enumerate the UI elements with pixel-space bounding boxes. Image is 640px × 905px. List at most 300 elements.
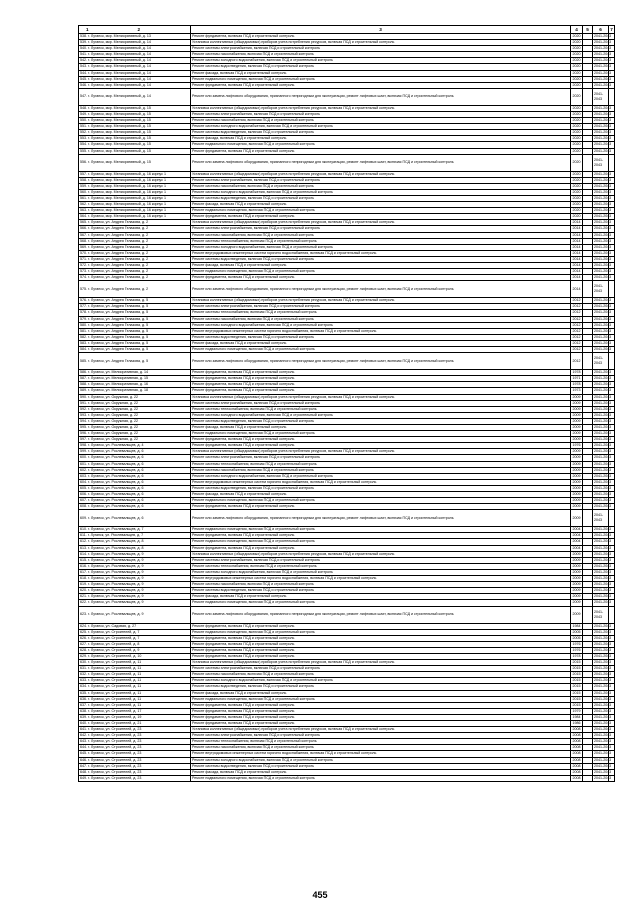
row-number: 619. [80, 582, 87, 587]
address-text: г. Луганск, ул. Строителей, д. 23 [88, 757, 142, 762]
row-number: 566. [80, 226, 87, 231]
address-text: г. Луганск, ул. Андрея Гелазова, д. 5 [88, 358, 149, 363]
address-text: г. Луганск, ул. Андрея Гелазова, д. 5 [88, 316, 149, 321]
address-text: г. Луганск, мкр. Мелиоративный, д. 14 [88, 58, 151, 63]
row-number: 586. [80, 370, 87, 375]
year-cell: 2015 [572, 666, 581, 671]
year-cell: 2009 [571, 606, 583, 623]
period-cell: 2041-2043 [594, 322, 612, 327]
row-number: 564. [80, 214, 87, 219]
work-cell: Установка коллективных (общедомовых) приборов учета потребления ресурсов, включая ПСД и строительный контроль [191, 220, 571, 226]
address-text: г. Луганск, ул. Рослевальцев, д. 6 [88, 504, 144, 509]
address-text: г. Луганск, ул. Рослевальцев, д. 4 [88, 443, 144, 448]
address-text: г. Луганск, ул. Рослевальцев, д. 6 [88, 498, 144, 503]
year-cell: 2020 [572, 58, 581, 63]
work-cell: Ремонт системы газоснабжения, включая ПСД и строительный контроль [191, 52, 571, 58]
row-number: 572. [80, 263, 87, 267]
year-cell: 2020 [572, 82, 581, 87]
work-cell: Установка коллективных (общедомовых) приборов учета потребления ресурсов, включая ПСД и строительный контроль [191, 551, 571, 557]
year-cell: 1976 [572, 641, 581, 646]
period-cell: 2041-2043 [594, 208, 612, 213]
address-text: г. Луганск, ул. Окружная, д. 22 [88, 424, 139, 429]
year-cell: 1978 [572, 382, 581, 387]
year-cell: 2009 [572, 461, 581, 466]
address-text: г. Луганск, ул. Строителей, д. 23 [88, 769, 142, 774]
period-cell: 2041-2043 [594, 189, 612, 194]
work-cell: Ремонт системы электроснабжения, включая ПСД и строительный контроль [191, 400, 571, 406]
row-number: 635. [80, 690, 87, 695]
row-number: 630. [80, 660, 87, 665]
period-cell: 2041-2043 [594, 142, 612, 147]
work-cell: Ремонт или замена лифтового оборудования, признанного непригодным для эксплуатации, ремонт лифтовых шахт, включая ПСД и строительный контроль [191, 510, 571, 527]
work-cell: Установка коллективных (общедомовых) приборов учета потребления ресурсов, включая ПСД и строительный контроль [191, 727, 571, 733]
table-row [79, 510, 615, 527]
row-number: 631. [80, 666, 87, 671]
period-cell: 2041-2043 [594, 148, 612, 153]
address-text: г. Луганск, ул. Андрея Гелазова, д. 2 [88, 250, 149, 255]
year-cell: 2020 [572, 124, 581, 129]
year-cell: 2008 [572, 751, 581, 756]
row-number: 637. [80, 702, 87, 707]
period-cell: 2041-2043 [594, 594, 612, 599]
period-cell: 2041-2043 [594, 70, 612, 75]
period-cell: 2041-2043 [594, 431, 612, 436]
period-cell: 2041-2043 [594, 105, 612, 110]
row-number: 585. [80, 358, 87, 363]
year-cell: 2014 [572, 263, 581, 267]
year-cell: 2012 [571, 353, 583, 370]
work-cell: Ремонт или замена лифтового оборудования, признанного непригодным для эксплуатации, ремонт лифтовых шахт, включая ПСД и строительный контроль [191, 281, 571, 298]
work-cell: Ремонт фундамента, включая ПСД и строительный контроль [191, 504, 571, 510]
work-cell: Ремонт системы водоотведения, включая ПСД и строительный контроль [191, 763, 571, 769]
year-cell: 2009 [572, 594, 581, 599]
address-text: г. Луганск, ул. Рослевальцев, д. 9 [88, 551, 144, 556]
year-cell: 2014 [572, 220, 581, 225]
row-number: 576. [80, 298, 87, 303]
row-number: 605. [80, 485, 87, 490]
year-cell: 2020 [571, 88, 583, 105]
year-cell: 2020 [572, 64, 581, 69]
work-cell: Ремонт системы водоотведения, включая ПСД и строительный контроль [191, 256, 571, 262]
address-text: г. Луганск, ул. Андрея Гелазова, д. 5 [88, 298, 149, 303]
work-cell: Ремонт системы водоотведения, включая ПСД и строительный контроль [191, 64, 571, 70]
address-text: г. Луганск, мкр. Мелиоративный, д. 16 корпус 1 [88, 202, 166, 207]
work-cell: Ремонт фасада, включая ПСД и строительный контроль [191, 340, 571, 346]
year-cell: 2015 [572, 678, 581, 683]
year-cell: 2009 [572, 498, 581, 503]
work-cell: Ремонт системы водоотведения, включая ПСД и строительный контроль [191, 334, 571, 340]
period-cell: 2041-2043 [594, 214, 612, 219]
period-cell: 2041-2043 [594, 298, 612, 303]
year-cell: 2012 [572, 328, 581, 333]
year-cell: 2020 [572, 40, 581, 45]
row-number: 582. [80, 334, 87, 339]
period-cell: 2041-2043 [594, 635, 612, 640]
row-number: 617. [80, 569, 87, 574]
work-cell: Ремонт фасада, включая ПСД и строительный контроль [191, 70, 571, 76]
row-number: 569. [80, 244, 87, 249]
row-number: 575. [80, 286, 87, 291]
year-cell: 2009 [572, 473, 581, 478]
period-cell: 2041-2043 [594, 400, 612, 405]
row-number: 589. [80, 388, 87, 393]
work-cell: Ремонт системы теплоснабжения, включая ПСД и строительный контроль [191, 739, 571, 745]
period-cell: 2041-2043 [594, 678, 612, 683]
address-text: г. Луганск, ул. Рослевальцев, д. 8 [88, 545, 144, 550]
year-cell: 2008 [572, 727, 581, 732]
work-cell: Ремонт подвального помещения, включая ПСД и строительный контроль [191, 498, 571, 504]
period-cell: 2041-2043 [594, 328, 612, 333]
work-cell: Ремонт внутридомовых инженерных систем горячего водоснабжения, включая ПСД и строительный контроль [191, 250, 571, 256]
address-text: г. Луганск, мкр. Мелиоративный, д. 16 корпус 1 [88, 177, 166, 182]
year-cell: 2009 [572, 400, 581, 405]
row-number: 556. [80, 160, 87, 165]
row-number: 549. [80, 111, 87, 116]
address-text: г. Луганск, ул. Строителей, д. 23 [88, 739, 142, 744]
row-number: 609. [80, 515, 87, 520]
period-cell: 2041-2043 [594, 394, 612, 399]
year-cell: 1978 [572, 653, 581, 658]
row-number: 636. [80, 696, 87, 701]
work-cell: Ремонт системы водоотведения, включая ПСД и строительный контроль [191, 684, 571, 690]
address-text: г. Луганск, ул. Строителей, д. 17 [88, 708, 142, 713]
year-cell: 2012 [572, 298, 581, 303]
work-cell: Ремонт фундамента, включая ПСД и строительный контроль [191, 623, 571, 629]
work-cell: Ремонт системы теплоснабжения, включая ПСД и строительный контроль [191, 238, 571, 244]
address-text: г. Луганск, ул. Андрея Гелазова, д. 5 [88, 328, 149, 333]
header-cell: 4 [571, 26, 583, 34]
year-cell: 2008 [572, 745, 581, 750]
table-row [79, 775, 615, 781]
work-cell: Ремонт внутридомовых инженерных систем горячего водоснабжения, включая ПСД и строительный контроль [191, 751, 571, 757]
address-text: г. Луганск, ул. Строителей, д. 23 [88, 727, 142, 732]
row-number: 550. [80, 118, 87, 123]
row-number: 545. [80, 76, 87, 81]
year-cell: 2014 [572, 226, 581, 231]
row-number: 611. [80, 533, 87, 538]
address-text: г. Луганск, ул. Рослевальцев, д. 9 [88, 600, 144, 605]
period-cell: 2041-2043 [593, 88, 609, 105]
work-cell: Установка коллективных (общедомовых) приборов учета потребления ресурсов, включая ПСД и строительный контроль [191, 298, 571, 304]
year-cell: 2015 [572, 684, 581, 689]
row-number: 580. [80, 322, 87, 327]
row-number: 608. [80, 504, 87, 509]
year-cell: 2009 [572, 485, 581, 490]
period-cell: 2041-2043 [594, 745, 612, 750]
address-text: г. Луганск, ул. Андрея Гелазова, д. 2 [88, 226, 149, 231]
year-cell: 2020 [572, 111, 581, 116]
row-number: 604. [80, 479, 87, 484]
row-number: 647. [80, 763, 87, 768]
period-cell: 2041-2043 [594, 388, 612, 393]
row-number: 571. [80, 256, 87, 261]
row-number: 602. [80, 467, 87, 472]
period-cell: 2041-2043 [594, 424, 612, 429]
row-number: 649. [80, 775, 87, 780]
address-text: г. Луганск, ул. Рослевальцев, д. 9 [88, 594, 144, 599]
address-cell [79, 775, 191, 781]
period-cell: 2041-2043 [593, 154, 609, 171]
year-cell: 1979 [572, 708, 581, 713]
period-cell: 2041-2043 [594, 545, 612, 550]
work-cell: Установка коллективных (общедомовых) приборов учета потребления ресурсов, включая ПСД и строительный контроль [191, 105, 571, 111]
address-text: г. Луганск, мкр. Мелиоративный, д. 14 [88, 82, 151, 87]
address-text: г. Луганск, мкр. Мелиоративный, д. 15 [88, 148, 151, 153]
address-text: г. Луганск, ул. Андрея Гелазова, д. 5 [88, 340, 149, 345]
period-cell: 2041-2043 [594, 449, 612, 454]
period-cell: 2041-2043 [594, 666, 612, 671]
year-cell: 2012 [572, 310, 581, 315]
row-number: 638. [80, 708, 87, 713]
empty-cell [609, 154, 615, 171]
period-cell: 2041-2043 [594, 653, 612, 658]
work-cell: Ремонт системы электроснабжения, включая ПСД и строительный контроль [191, 111, 571, 117]
work-cell: Ремонт фундамента, включая ПСД и строительный контроль [191, 376, 571, 382]
work-cell: Ремонт фундамента, включая ПСД и строительный контроль [191, 382, 571, 388]
row-number: 588. [80, 382, 87, 387]
address-cell [79, 154, 191, 171]
period-cell: 2041-2043 [594, 708, 612, 713]
year-cell: 2020 [572, 202, 581, 207]
period-cell: 2041-2043 [594, 40, 612, 45]
empty-cell [583, 606, 593, 623]
row-number: 623. [80, 612, 87, 616]
year-cell: 2008 [572, 769, 581, 774]
year-cell: 2009 [572, 412, 581, 417]
row-number: 633. [80, 678, 87, 683]
row-number: 613. [80, 545, 87, 550]
address-text: г. Луганск, ул. Рослевальцев, д. 9 [88, 557, 144, 562]
address-text: г. Луганск, ул. Рослевальцев, д. 6 [88, 492, 144, 496]
year-cell: 2005 [572, 635, 581, 640]
table-row [79, 281, 615, 298]
work-cell: Ремонт системы холодного водоснабжения, включая ПСД и строительный контроль [191, 678, 571, 684]
address-text: г. Луганск, мкр. Мелиоративный, д. 16 корпус 1 [88, 208, 166, 213]
address-text: г. Луганск, ул. Строителей, д. 11 [88, 690, 142, 695]
row-number: 620. [80, 588, 87, 593]
work-cell: Ремонт системы электроснабжения, включая ПСД и строительный контроль [191, 304, 571, 310]
year-cell: 2020 [572, 70, 581, 75]
year-cell: 2014 [572, 275, 581, 280]
period-cell: 2041-2043 [594, 672, 612, 677]
year-cell: 2020 [572, 189, 581, 194]
header-cell: 3 [191, 26, 571, 34]
address-text: г. Луганск, ул. Строителей, д. 7 [88, 629, 140, 634]
row-number: 639. [80, 714, 87, 719]
year-cell: 2009 [572, 406, 581, 411]
year-cell: 2020 [572, 52, 581, 57]
address-text: г. Луганск, ул. Садовая, д. 27 [88, 623, 137, 628]
year-cell: 2014 [572, 244, 581, 249]
header-label-2: 2 [137, 26, 141, 32]
address-text: г. Луганск, ул. Андрея Гелазова, д. 2 [88, 232, 149, 237]
address-text: г. Луганск, мкр. Мелиоративный, д. 15 [88, 160, 151, 165]
page-number: 455 [312, 890, 328, 900]
address-text: г. Луганск, ул. Строителей, д. 11 [88, 702, 142, 707]
year-cell: 2009 [572, 551, 581, 556]
row-number: 599. [80, 449, 87, 454]
period-cell: 2041-2043 [594, 684, 612, 689]
period-cell: 2041-2043 [594, 46, 612, 51]
year-cell: 2009 [572, 563, 581, 568]
address-text: г. Луганск, ул. Андрея Гелазова, д. 2 [88, 220, 149, 225]
row-number: 597. [80, 437, 87, 442]
row-number: 538. [80, 34, 87, 38]
period-cell: 2041-2043 [594, 58, 612, 63]
year-cell: 1973 [572, 388, 581, 393]
year-cell: 2012 [572, 347, 581, 352]
address-text: г. Луганск, мкр. Мелиоративный, д. 14 [88, 76, 151, 81]
work-cell: Ремонт системы электроснабжения, включая ПСД и строительный контроль [191, 733, 571, 739]
period-cell: 2041-2043 [594, 347, 612, 352]
header-cell: 5 [583, 26, 593, 34]
address-text: г. Луганск, ул. Рослевальцев, д. 9 [88, 563, 144, 568]
year-cell: 2008 [572, 763, 581, 768]
work-cell: Ремонт системы газоснабжения, включая ПСД и строительный контроль [191, 316, 571, 322]
period-cell: 2041-2043 [594, 406, 612, 411]
period-cell: 2041-2043 [594, 769, 612, 774]
year-cell: 2015 [572, 672, 581, 677]
period-cell: 2041-2043 [594, 727, 612, 732]
year-cell: 2009 [571, 510, 583, 527]
repair-schedule-table [78, 25, 615, 782]
period-cell: 2041-2043 [594, 527, 612, 532]
work-cell: Ремонт системы водоотведения, включая ПСД и строительный контроль [191, 130, 571, 136]
year-cell: 2009 [572, 588, 581, 593]
period-cell: 2041-2043 [594, 473, 612, 478]
address-text: г. Луганск, ул. Окружная, д. 22 [88, 400, 139, 405]
empty-cell [609, 281, 615, 298]
year-cell: 2014 [571, 281, 583, 298]
year-cell: 2005 [572, 629, 581, 634]
year-cell: 2020 [572, 76, 581, 81]
row-number: 632. [80, 672, 87, 677]
period-cell: 2041-2043 [593, 353, 609, 370]
address-text: г. Луганск, ул. Окружная, д. 22 [88, 418, 139, 423]
work-cell: Установка коллективных (общедомовых) приборов учета потребления ресурсов, включая ПСД и строительный контроль [191, 660, 571, 666]
year-cell: 2020 [572, 208, 581, 213]
address-text: г. Луганск, ул. Строителей, д. 11 [88, 672, 142, 677]
address-text: г. Луганск, мкр. Мелиоративный, д. 14 [88, 52, 151, 57]
period-cell: 2041-2043 [594, 202, 612, 207]
period-cell: 2041-2043 [594, 485, 612, 490]
year-cell: 2020 [572, 183, 581, 188]
work-cell: Ремонт фундамента, включая ПСД и строительный контроль [191, 635, 571, 641]
address-text: г. Луганск, ул. Строителей, д. 7 [88, 635, 140, 640]
row-number: 629. [80, 653, 87, 658]
address-text: г. Луганск, мкр. Мелиоративный, д. 16 корпус 1 [88, 183, 166, 188]
period-cell: 2041-2043 [594, 696, 612, 701]
work-cell: Ремонт системы холодного водоснабжения, включая ПСД и строительный контроль [191, 757, 571, 763]
year-cell: 2020 [572, 136, 581, 141]
period-cell: 2041-2043 [594, 263, 612, 267]
address-text: г. Луганск, ул. Андрея Гелазова, д. 2 [88, 256, 149, 261]
year-cell: 2014 [572, 232, 581, 237]
table-row [79, 353, 615, 370]
header-cell: 6 [593, 26, 609, 34]
work-cell: Ремонт системы газоснабжения, включая ПСД и строительный контроль [191, 582, 571, 588]
address-text: г. Луганск, ул. Рослевальцев, д. 6 [88, 515, 144, 520]
address-text: г. Луганск, ул. Рослевальцев, д. 6 [88, 467, 144, 472]
work-cell: Ремонт системы водоотведения, включая ПСД и строительный контроль [191, 588, 571, 594]
period-cell: 2041-2043 [594, 660, 612, 665]
address-text: г. Луганск, ул. Рослевальцев, д. 8 [88, 539, 144, 544]
year-cell: 2014 [572, 250, 581, 255]
period-cell: 2041-2043 [594, 52, 612, 57]
year-cell: 2008 [572, 733, 581, 738]
period-cell: 2041-2043 [594, 763, 612, 768]
work-cell: Ремонт фундамента, включая ПСД и строительный контроль [191, 708, 571, 714]
address-text: г. Луганск, ул. Андрея Гелазова, д. 5 [88, 322, 149, 327]
address-text: г. Луганск, ул. Строителей, д. 23 [88, 733, 142, 738]
year-cell: 2015 [572, 690, 581, 695]
work-cell: Ремонт системы теплоснабжения, включая ПСД и строительный контроль [191, 310, 571, 316]
address-text: г. Луганск, ул. Строителей, д. 10 [88, 653, 142, 658]
year-cell: 2020 [572, 130, 581, 135]
row-number: 595. [80, 424, 87, 429]
table-row [79, 606, 615, 623]
period-cell: 2041-2043 [594, 757, 612, 762]
row-number: 610. [80, 527, 87, 532]
year-cell: 2020 [572, 34, 581, 38]
work-cell: Ремонт или замена лифтового оборудования, признанного непригодным для эксплуатации, ремонт лифтовых шахт, включая ПСД и строительный контроль [191, 353, 571, 370]
row-number: 621. [80, 594, 87, 599]
address-text: г. Луганск, мкр. Мелиоративный, д. 14 [88, 94, 151, 99]
period-cell: 2041-2043 [594, 714, 612, 719]
work-cell: Ремонт внутридомовых инженерных систем горячего водоснабжения, включая ПСД и строительный контроль [191, 328, 571, 334]
work-cell: Ремонт фундамента, включая ПСД и строительный контроль [191, 437, 571, 443]
year-cell: 2020 [572, 148, 581, 153]
address-text: г. Луганск, ул. Андрея Гелазова, д. 5 [88, 304, 149, 309]
empty-cell [609, 353, 615, 370]
work-cell: Ремонт системы теплоснабжения, включая ПСД и строительный контроль [191, 461, 571, 467]
work-cell: Ремонт внутридомовых инженерных систем горячего водоснабжения, включая ПСД и строительный контроль [191, 576, 571, 582]
year-cell: 1986 [572, 721, 581, 725]
year-cell: 2008 [572, 757, 581, 762]
year-cell: 2009 [572, 576, 581, 581]
period-cell: 2041-2043 [594, 647, 612, 652]
work-cell: Ремонт фундамента, включая ПСД и строительный контроль [191, 714, 571, 720]
period-cell: 2041-2043 [594, 183, 612, 188]
row-number: 648. [80, 769, 87, 774]
row-number: 624. [80, 623, 87, 628]
work-cell: Установка коллективных (общедомовых) приборов учета потребления ресурсов, включая ПСД и строительный контроль [191, 40, 571, 46]
period-cell: 2041-2043 [594, 124, 612, 129]
work-cell: Ремонт фундамента, включая ПСД и строительный контроль [191, 641, 571, 647]
period-cell: 2041-2043 [594, 269, 612, 274]
work-cell: Ремонт подвального помещения, включая ПСД и строительный контроль [191, 600, 571, 606]
address-text: г. Луганск, мкр. Мелиоративный, д. 14 [88, 70, 151, 75]
period-cell: 2041-2043 [594, 443, 612, 448]
year-cell: 2009 [572, 582, 581, 587]
work-cell: Ремонт системы газоснабжения, включая ПСД и строительный контроль [191, 745, 571, 751]
work-cell: Ремонт системы электроснабжения, включая ПСД и строительный контроль [191, 666, 571, 672]
period-cell: 2041-2043 [594, 244, 612, 249]
year-cell: 2004 [572, 539, 581, 544]
year-cell: 2012 [572, 316, 581, 321]
address-text: г. Луганск, ул. Андрея Гелазова, д. 5 [88, 347, 149, 352]
row-number: 603. [80, 473, 87, 478]
empty-cell [583, 154, 593, 171]
row-number: 558. [80, 177, 87, 182]
address-text: г. Луганск, мкр. Мелиоративный, д. 15 [88, 142, 151, 147]
year-cell: 2020 [572, 214, 581, 219]
header-cell [79, 26, 191, 34]
row-number: 598. [80, 443, 87, 448]
address-cell [79, 281, 191, 298]
row-number: 561. [80, 195, 87, 200]
period-cell: 2041-2043 [594, 220, 612, 225]
